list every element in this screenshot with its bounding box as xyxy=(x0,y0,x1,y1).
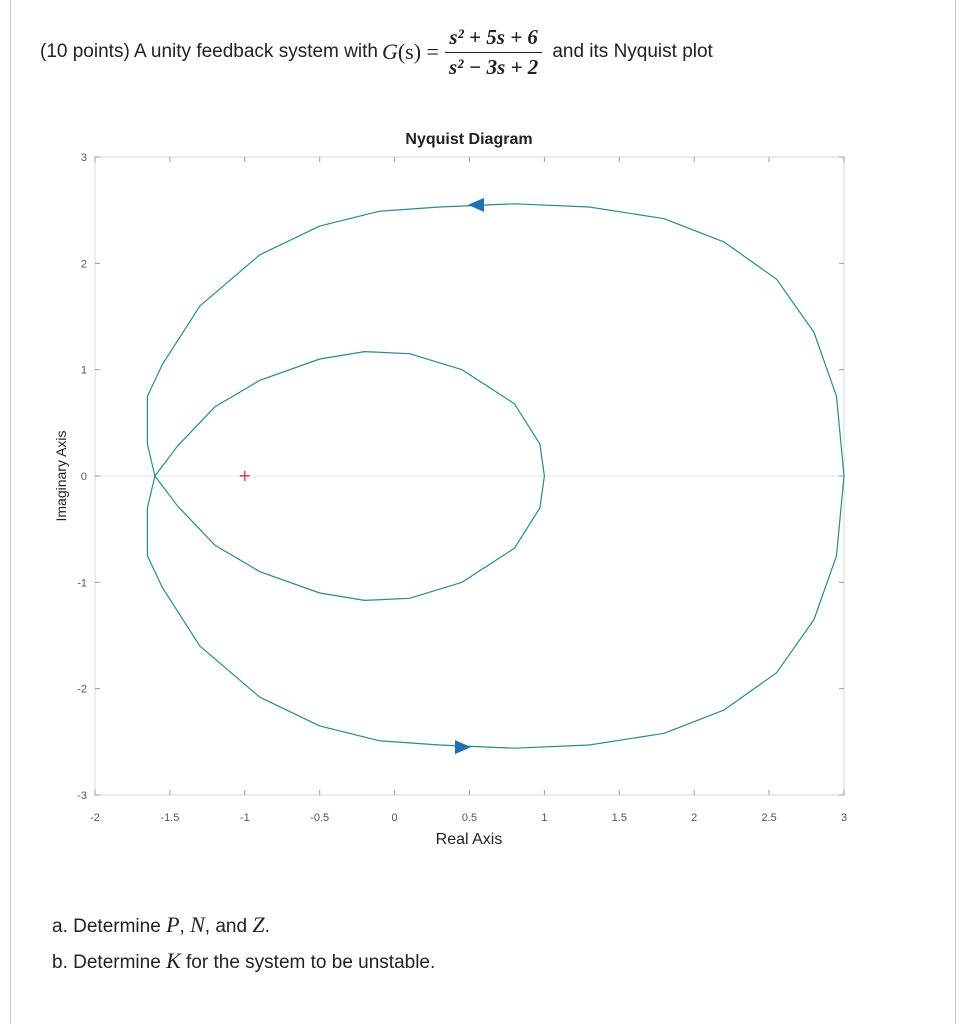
chart-title: Nyquist Diagram xyxy=(405,131,533,148)
x-tick-label: 0.5 xyxy=(461,812,478,824)
x-tick-label: 2 xyxy=(691,812,698,824)
y-tick-label: 0 xyxy=(80,471,87,483)
y-axis-label: Imaginary Axis xyxy=(53,430,69,522)
part-a-prefix: a. Determine xyxy=(52,916,161,937)
part-b xyxy=(52,944,435,980)
y-tick-label: 3 xyxy=(80,152,87,164)
part-b-prefix: b. Determine xyxy=(52,952,161,973)
y-tick-label: -3 xyxy=(77,790,87,802)
transfer-function-symbol: G xyxy=(381,39,398,64)
transfer-function-arg: (s) = xyxy=(397,39,439,64)
x-tick-label: -1.5 xyxy=(160,812,180,824)
x-tick-label: 3 xyxy=(840,812,848,824)
question-parts xyxy=(52,908,435,980)
x-tick-label: 0 xyxy=(391,812,398,824)
part-a xyxy=(52,908,435,944)
x-tick-label: -2 xyxy=(90,812,100,824)
x-tick-label: 1.5 xyxy=(611,812,627,824)
fraction-denominator: s² − 3s + 2 xyxy=(448,54,539,79)
x-tick-label: 1 xyxy=(541,812,548,824)
symbol-p: P xyxy=(166,912,180,937)
critical-point-layer xyxy=(238,466,251,485)
part-a-end: . xyxy=(264,916,270,937)
question-suffix: and its Nyquist plot xyxy=(552,41,713,62)
x-tick-label: -0.5 xyxy=(310,812,330,824)
fraction-numerator: s² + 5s + 6 xyxy=(445,25,542,53)
symbol-z: Z xyxy=(252,912,265,937)
y-tick-label: -2 xyxy=(77,683,87,696)
critical-point-marker: + xyxy=(238,466,252,485)
x-tick-label: 2.5 xyxy=(761,812,777,824)
part-a-sep1: , xyxy=(179,916,185,937)
x-tick-label: -1 xyxy=(239,812,250,824)
part-b-suffix: for the system to be unstable. xyxy=(186,952,436,973)
symbol-k: K xyxy=(166,948,181,973)
y-tick-label: 1 xyxy=(80,364,87,377)
y-tick-label: 2 xyxy=(80,258,87,271)
y-tick-label: -1 xyxy=(77,577,87,590)
x-axis-label: Real Axis xyxy=(435,831,503,848)
symbol-n: N xyxy=(190,912,205,937)
question-prefix: (10 points) A unity feedback system with xyxy=(40,41,378,62)
part-a-sep2: , and xyxy=(204,916,248,937)
